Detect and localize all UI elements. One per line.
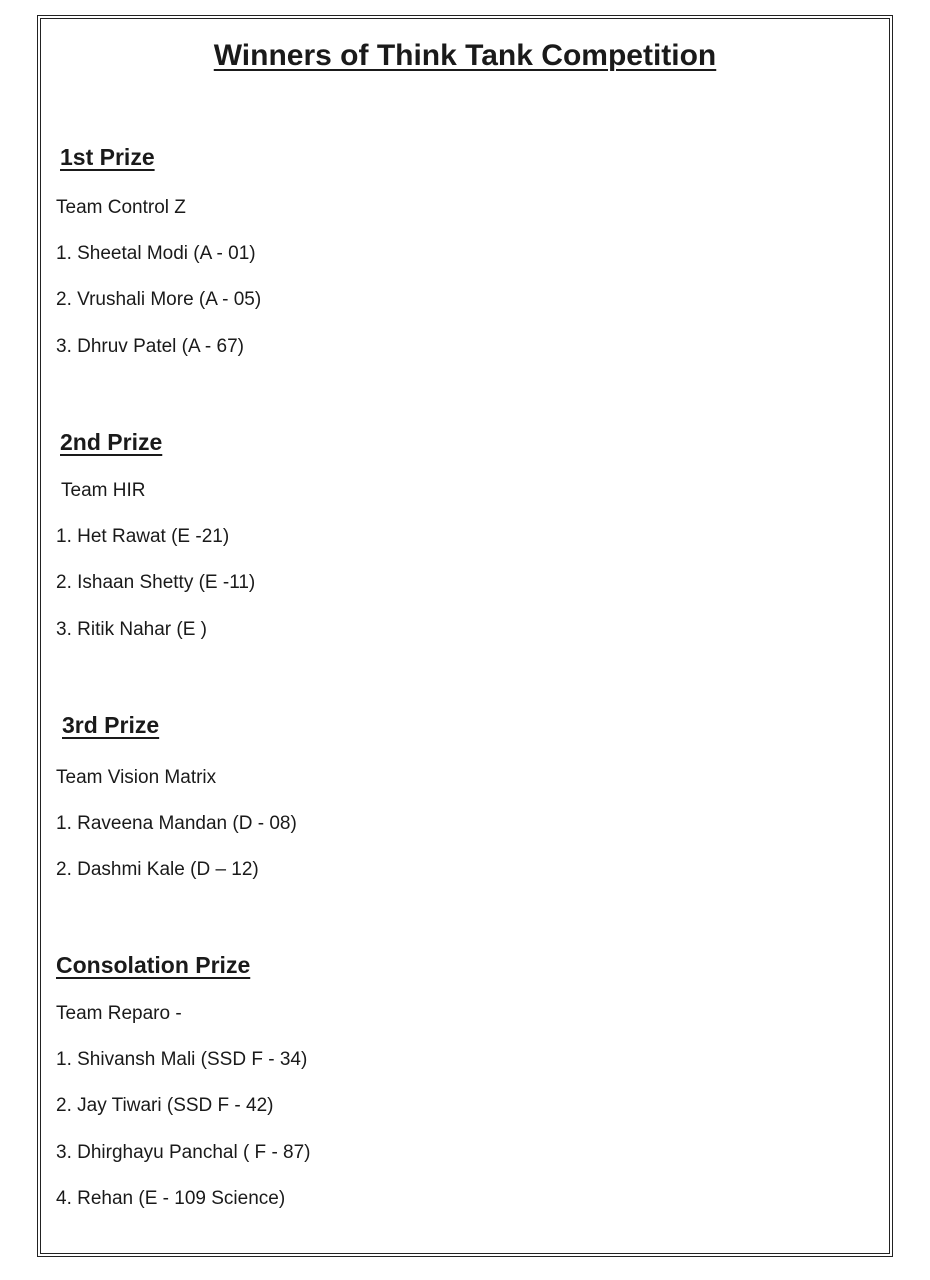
document-title-container (0, 38, 930, 74)
first-prize-team-name: Team Control Z (56, 197, 186, 218)
first-prize-heading: 1st Prize (60, 144, 155, 170)
third-prize-member: 1. Raveena Mandan (D - 08) (56, 813, 297, 834)
consolation-prize-member: 3. Dhirghayu Panchal ( F - 87) (56, 1142, 311, 1163)
consolation-prize-heading: Consolation Prize (56, 952, 251, 978)
consolation-prize-member: 4. Rehan (E - 109 Science) (56, 1188, 286, 1209)
document-title: Winners of Think Tank Competition (213, 39, 717, 72)
second-prize-team-name: Team HIR (61, 480, 146, 501)
consolation-prize-team-name: Team Reparo - (56, 1003, 182, 1024)
second-prize-heading: 2nd Prize (60, 429, 163, 455)
third-prize-team-name: Team Vision Matrix (56, 767, 217, 788)
third-prize-member: 2. Dashmi Kale (D – 12) (56, 859, 259, 880)
first-prize-member: 3. Dhruv Patel (A - 67) (56, 336, 244, 357)
third-prize-heading: 3rd Prize (62, 712, 160, 738)
second-prize-member: 1. Het Rawat (E -21) (56, 526, 230, 547)
first-prize-member: 2. Vrushali More (A - 05) (56, 289, 262, 310)
second-prize-member: 2. Ishaan Shetty (E -11) (56, 572, 256, 593)
consolation-prize-member: 1. Shivansh Mali (SSD F - 34) (56, 1049, 308, 1070)
first-prize-member: 1. Sheetal Modi (A - 01) (56, 243, 256, 264)
second-prize-member: 3. Ritik Nahar (E ) (56, 619, 207, 640)
consolation-prize-member: 2. Jay Tiwari (SSD F - 42) (56, 1095, 274, 1116)
